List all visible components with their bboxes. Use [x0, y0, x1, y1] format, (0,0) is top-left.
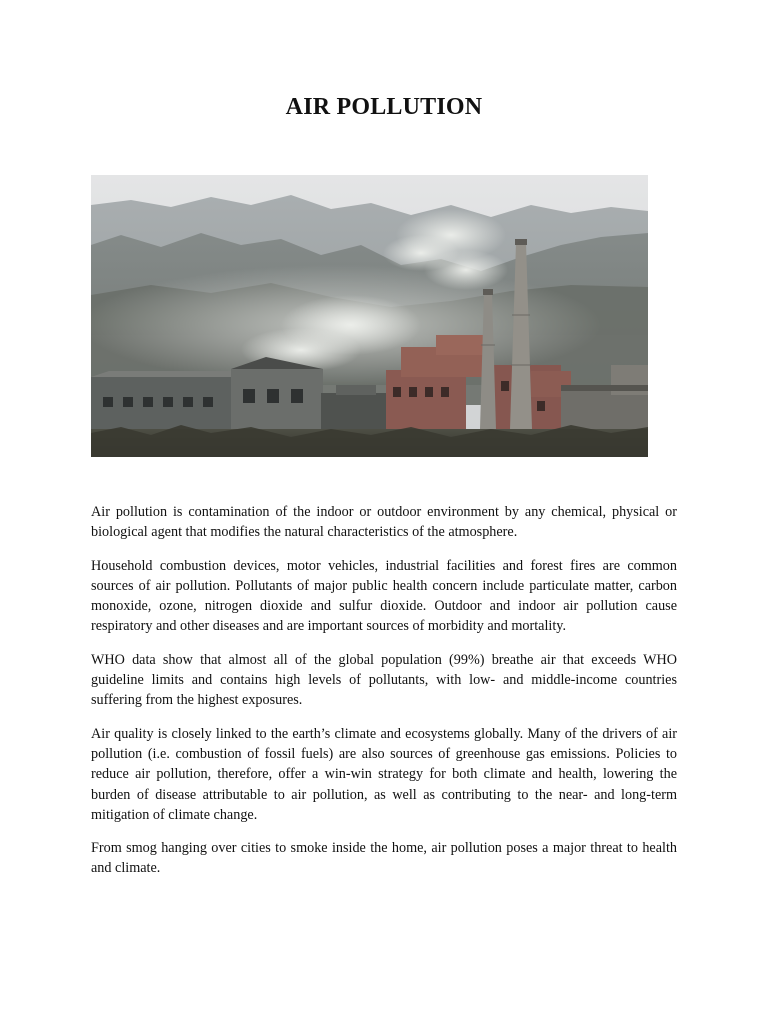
factory-smokestacks-photo [91, 175, 648, 457]
paragraph-who-data: WHO data show that almost all of the global population (99%) breathe air that exceeds WHO guideline limits and contains high levels of pollutants, with low- and middle-income countries suffering from the highest exposures. [91, 651, 677, 709]
paragraph-conclusion: From smog hanging over cities to smoke inside the home, air pollution poses a major threat to health and climate. [91, 840, 677, 877]
paragraph-climate-link: Air quality is closely linked to the earth’s climate and ecosystems globally. Many of the drivers of air pollution (i.e. combustion of fossil fuels) are also sources of greenhouse gas emissions. Policies to reduce air pollution, therefore, offer a win-win strategy for both climate and health, lowering the burden of disease attributable to air pollution, as well as contributing to the near- and long-term mitigation of climate change. [91, 725, 677, 823]
paragraph-definition: Air pollution is contamination of the indoor or outdoor environment by any chemical, physical or biological agent that modifies the natural characteristics of the atmosphere. [91, 504, 677, 541]
article-body [91, 502, 677, 892]
paragraph-sources: Household combustion devices, motor vehicles, industrial facilities and forest fires are common sources of air pollution. Pollutants of major public health concern include particulate matter, carbon monoxide, ozone, nitrogen dioxide and sulfur dioxide. Outdoor and indoor air pollution cause respiratory and other diseases and are important sources of morbidity and mortality. [91, 557, 677, 635]
page-title: AIR POLLUTION [285, 94, 483, 120]
